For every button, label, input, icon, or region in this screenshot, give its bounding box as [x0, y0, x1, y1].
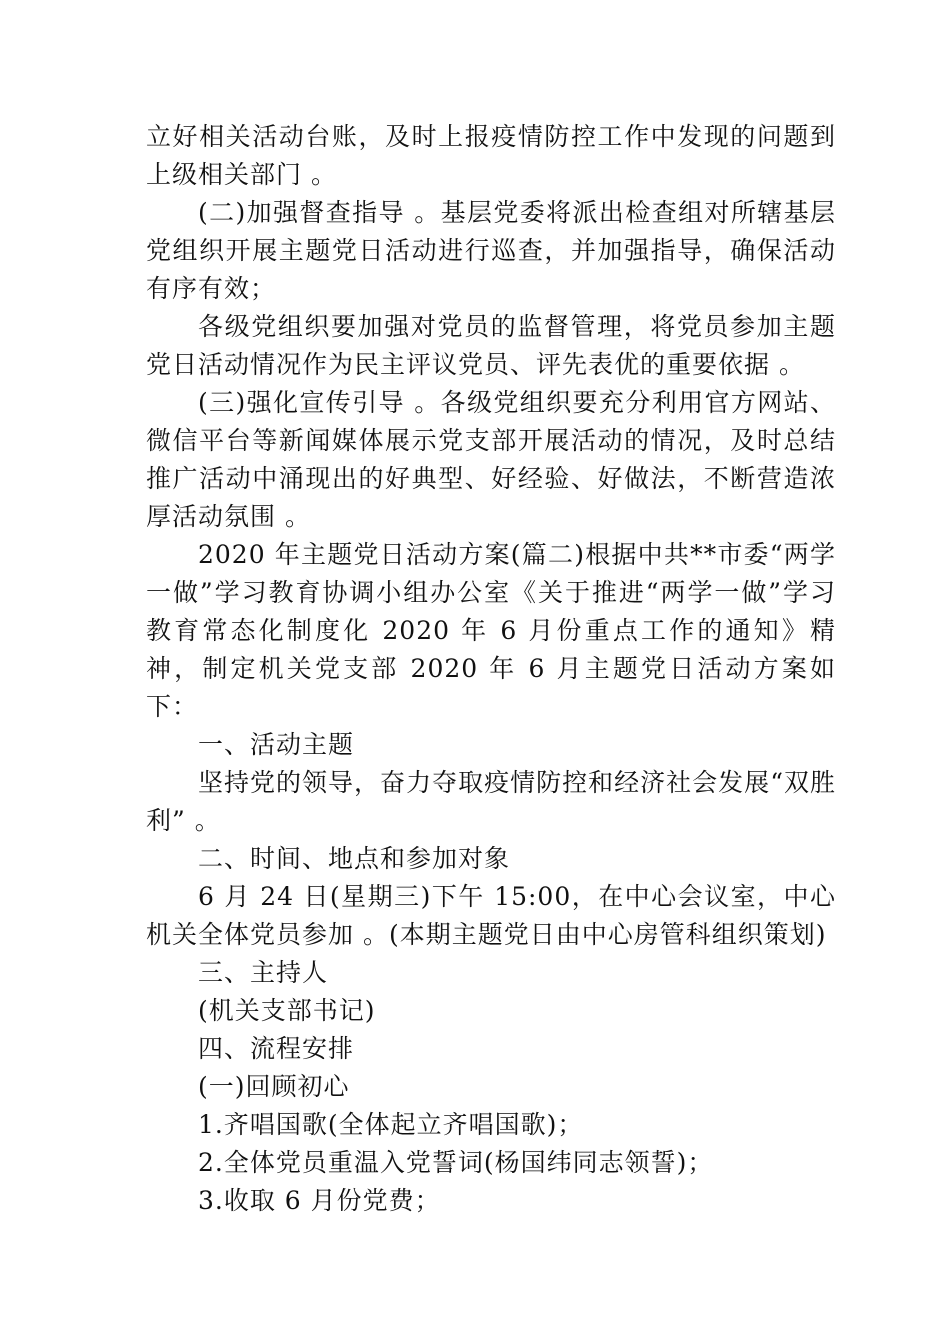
document-page	[146, 118, 836, 1220]
list-item-2: 2.全体党员重温入党誓词(杨国纬同志领誓)；	[198, 1148, 714, 1177]
section-heading-3: 三、主持人	[198, 958, 329, 987]
paragraph-4: (三)强化宣传引导 。各级党组织要充分利用官方网站、微信平台等新闻媒体展示党支部开展活动的情况，及时总结推广活动中涌现出的好典型、好经验、好做法，不断营造浓厚活动氛围 。	[146, 388, 836, 531]
paragraph-6: 坚持党的领导，奋力夺取疫情防控和经济社会发展“双胜利” 。	[146, 768, 836, 835]
subsection-heading-1: (一)回顾初心	[198, 1072, 350, 1101]
list-item-3: 3.收取 6 月份党费；	[198, 1186, 441, 1215]
paragraph-2: (二)加强督查指导 。基层党委将派出检查组对所辖基层党组织开展主题党日活动进行巡查，并加强指导，确保活动有序有效；	[146, 198, 836, 303]
paragraph-3: 各级党组织要加强对党员的监督管理，将党员参加主题党日活动情况作为民主评议党员、评先表优的重要依据 。	[146, 312, 836, 379]
paragraph-1: 立好相关活动台账，及时上报疫情防控工作中发现的问题到上级相关部门 。	[146, 122, 836, 189]
paragraph-5: 2020 年主题党日活动方案(篇二)根据中共**市委“两学一做”学习教育协调小组办公室《关于推进“两学一做”学习教育常态化制度化 2020 年 6 月份重点工作的通知》精神，制定机关党支部 2020 年 6 月主题党日活动方案如下：	[146, 540, 836, 721]
section-heading-4: 四、流程安排	[198, 1034, 355, 1063]
list-item-1: 1.齐唱国歌(全体起立齐唱国歌)；	[198, 1110, 584, 1139]
paragraph-8: (机关支部书记)	[198, 996, 376, 1025]
paragraph-7: 6 月 24 日(星期三)下午 15:00，在中心会议室，中心机关全体党员参加 。(本期主题党日由中心房管科组织策划)	[146, 882, 836, 949]
section-heading-2: 二、时间、地点和参加对象	[198, 844, 511, 873]
section-heading-1: 一、活动主题	[198, 730, 355, 759]
